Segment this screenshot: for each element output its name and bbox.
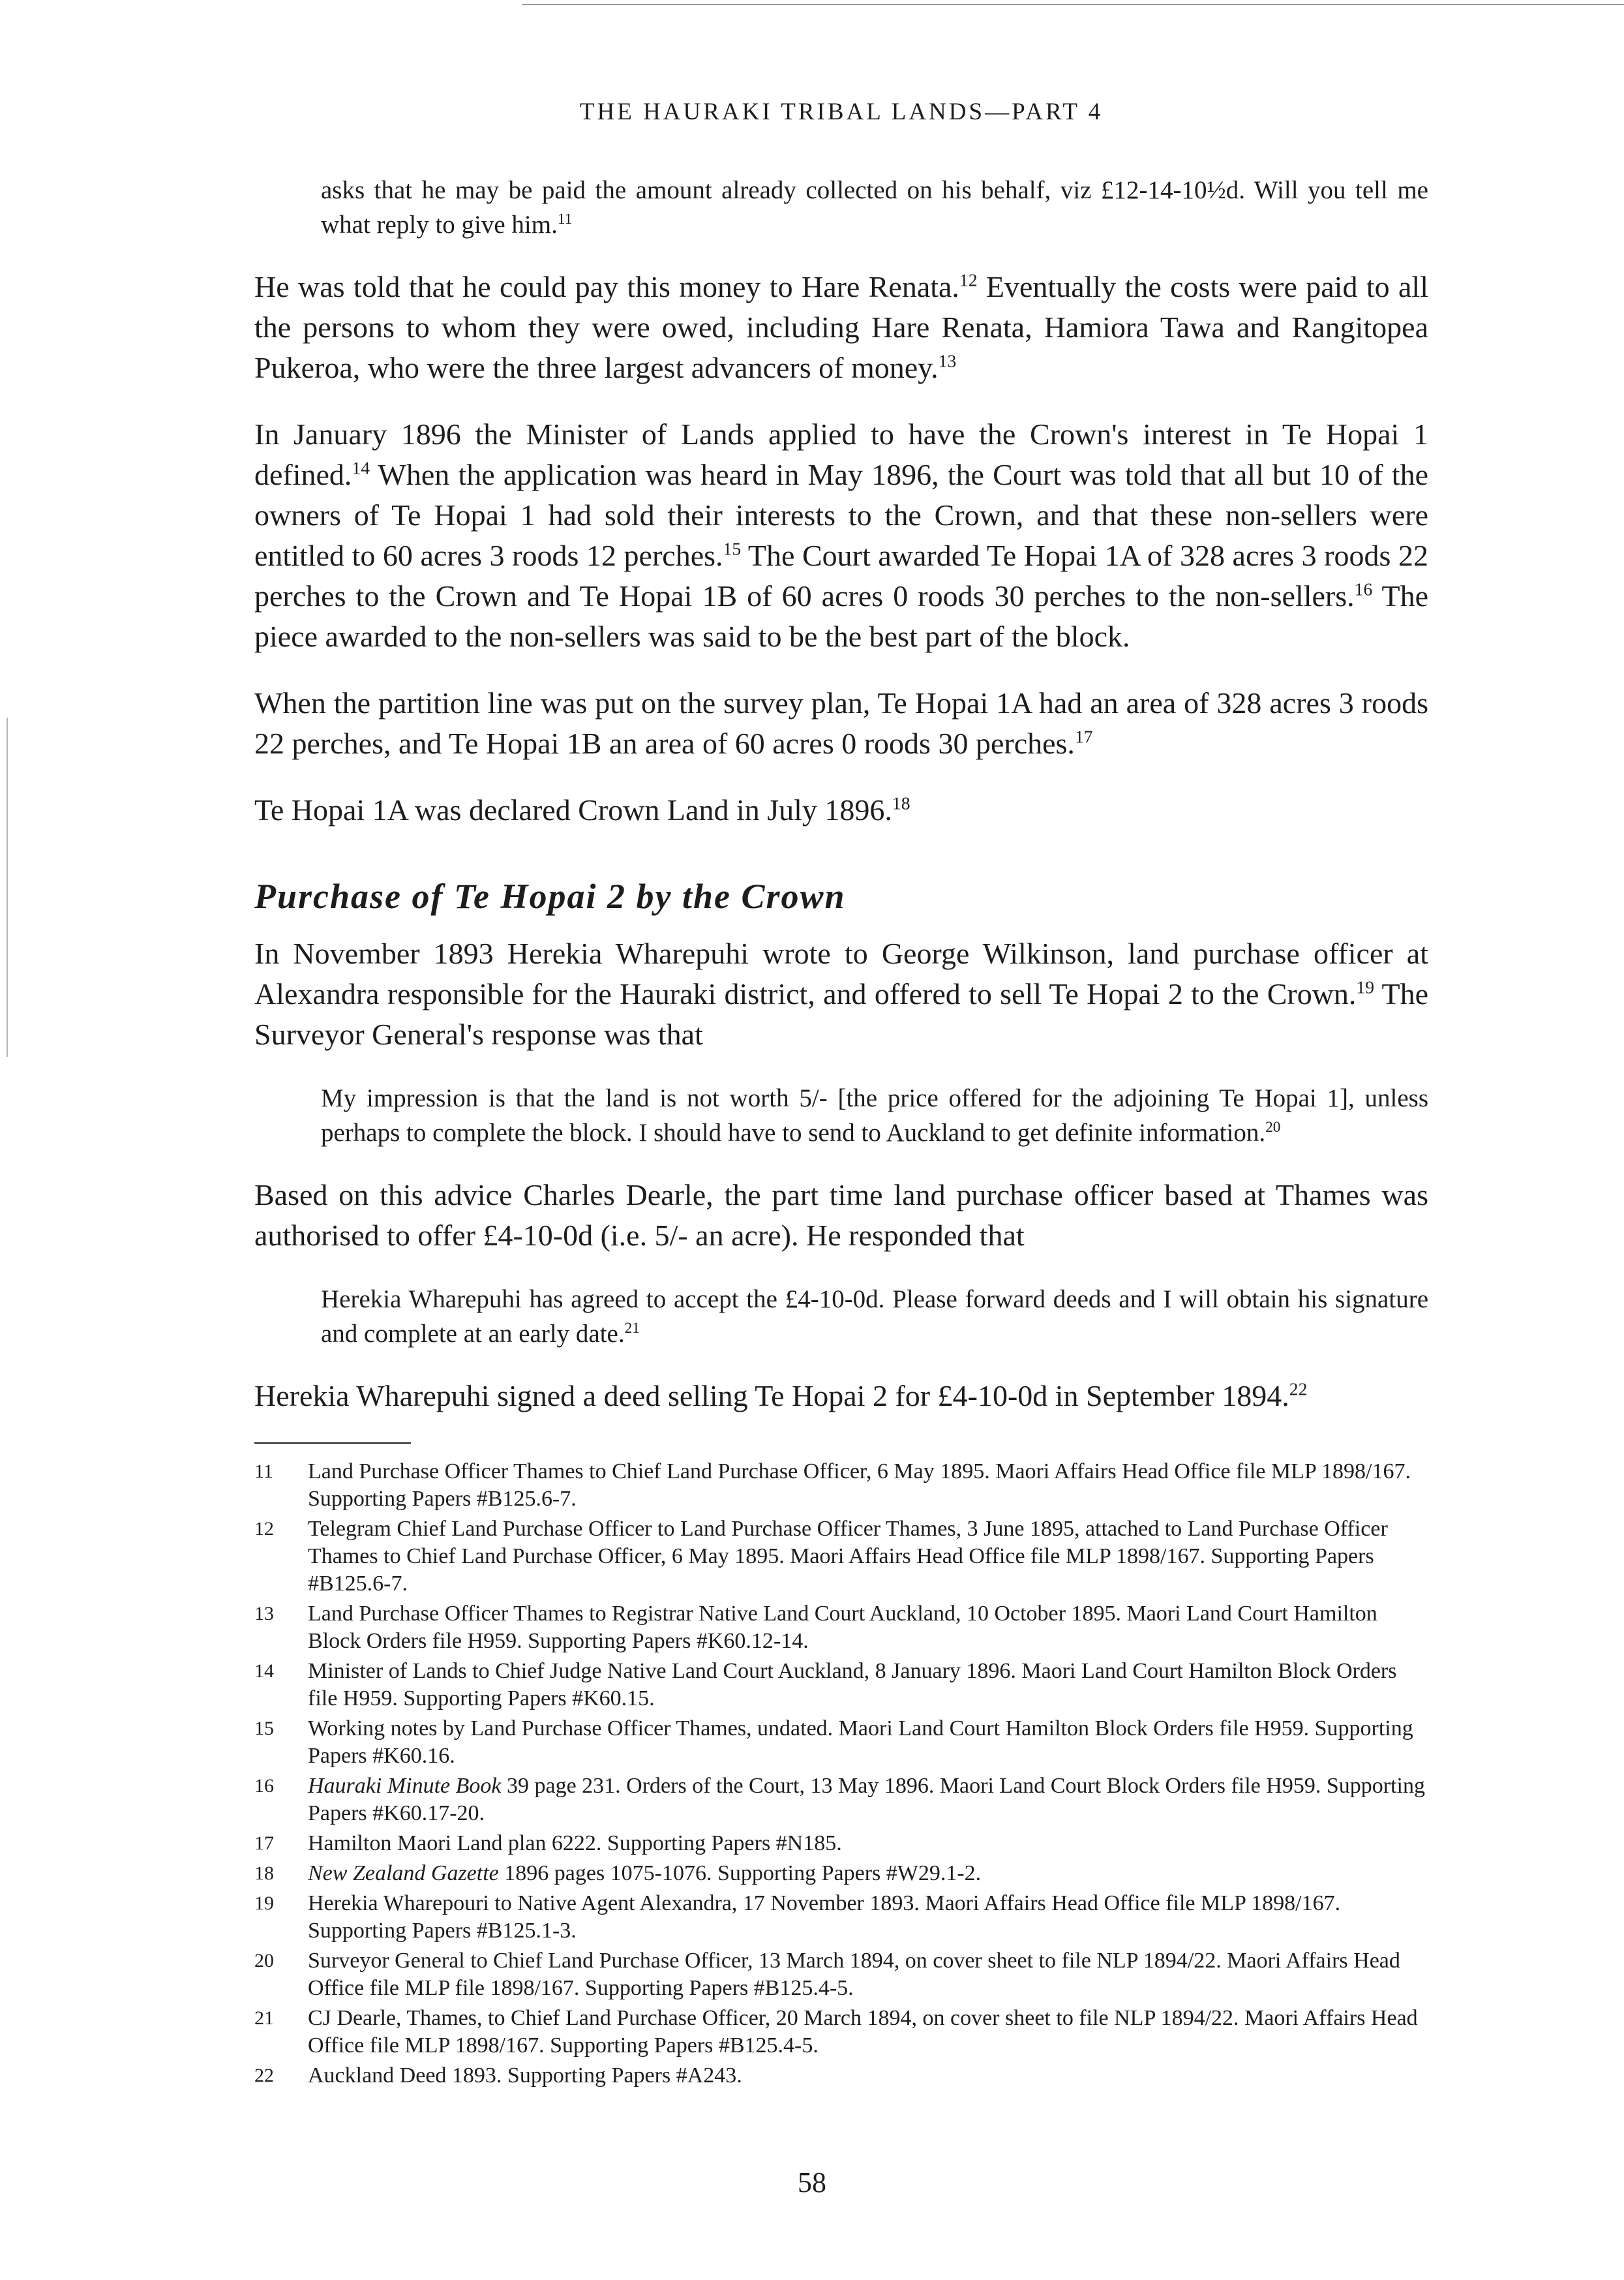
page-number: 58 [798,2166,826,2198]
footnote-number: 14 [254,1660,274,1682]
footnote-text: Minister of Lands to Chief Judge Native Land Court Auckland, 8 January 1896. Maori Land Court Hamilton Block Orders file H959. Supporting Papers #K60.15. [308,1659,1397,1710]
footnote-text: Working notes by Land Purchase Officer Thames, undated. Maori Land Court Hamilton Block Orders file H959. Supporting Papers #K60.16. [308,1716,1413,1768]
footnote [254,1947,1428,2002]
scan-edge-line [522,4,1624,5]
footnote-list [254,1458,1428,2090]
footnote-ref: 21 [624,1320,640,1337]
footnote-ref: 18 [892,793,910,813]
footnote-separator [254,1442,411,1444]
footnote [254,1715,1428,1770]
footnote [254,2005,1428,2060]
footnote-ref: 14 [352,457,370,478]
footnote [254,1600,1428,1655]
footnote [254,2062,1428,2090]
footnote [254,1658,1428,1712]
footnote-ref: 19 [1356,977,1375,997]
footnote-text: Land Purchase Officer Thames to Chief Land Purchase Officer, 6 May 1895. Maori Affairs Head Office file MLP 1898/167. Supporting Papers #B125.6-7. [308,1459,1411,1511]
footnote-ref: 13 [938,350,957,371]
footnote-text: Land Purchase Officer Thames to Registrar Native Land Court Auckland, 10 October 1895. Maori Land Court Hamilton Block Orders file H959. Supporting Papers #K60.12-14. [308,1602,1377,1653]
section-heading: Purchase of Te Hopai 2 by the Crown [254,877,846,916]
footnote [254,1890,1428,1945]
paragraph: In January 1896 the Minister of Lands applied to have the Crown's interest in Te Hopai 1 defined.$^{14}$ When the application was heard in May 1896, the Court was told that all but 10 of the owners of Te Hopai 1 had sold their interests to the Crown, and that these non-sellers were entitled to 60 acres 3 roods 12 perches.$^{15}$ The Court awarded Te Hopai 1A of 328 acres 3 roods 22 perches to the Crown and Te Hopai 1B of 60 acres 0 roods 30 perches to the non-sellers.$^{16}$ The piece awarded to the non-sellers was said to be the best part of the block. [254,418,1429,653]
footnote-italic-title: New Zealand Gazette [308,1861,499,1885]
footnote-number: 21 [254,2007,274,2029]
footnote-italic-title: Hauraki Minute Book [308,1774,502,1798]
footnote-number: 22 [254,2065,274,2086]
footnote-number: 16 [254,1775,274,1797]
footnote [254,1860,1428,1887]
running-head: THE HAURAKI TRIBAL LANDS—PART 4 [579,99,1104,125]
footnote-ref: 20 [1265,1119,1281,1136]
block-quote: My impression is that the land is not worth 5/- [the price offered for the adjoining Te Hopai 1], unless perhaps to complete the block. I should have to send to Auckland to get definite information.$^{20}$ [321,1084,1428,1147]
block-quote: asks that he may be paid the amount already collected on his behalf, viz £12-14-10½d. Will you tell me what reply to give him.$^{11}$ [321,176,1428,239]
footnote [254,1830,1428,1857]
footnote [254,1772,1428,1827]
footnote-ref: 15 [723,538,742,559]
footnote-text: Telegram Chief Land Purchase Officer to Land Purchase Officer Thames, 3 June 1895, attached to Land Purchase Officer Thames to Chief Land Purchase Officer, 6 May 1895. Maori Affairs Head Office file MLP 1898/167. Supporting Papers #B125.6-7. [308,1517,1388,1596]
footnote-number: 11 [254,1461,273,1482]
footnote-text: Hauraki Minute Book 39 page 231. Orders of the Court, 13 May 1896. Maori Land Court Block Orders file H959. Supporting Papers #K60.17-20. [308,1774,1425,1825]
footnote-number: 17 [254,1832,274,1854]
footnote-ref: 11 [557,211,573,228]
footnote [254,1458,1428,1513]
footnote-number: 13 [254,1603,274,1624]
paragraph: Te Hopai 1A was declared Crown Land in July 1896.18 [254,793,910,827]
paragraph: Herekia Wharepuhi signed a deed selling Te Hopai 2 for £4-10-0d in September 1894.22 [254,1378,1308,1412]
footnote-text: Hamilton Maori Land plan 6222. Supporting Papers #N185. [308,1831,842,1855]
footnote-text: Herekia Wharepouri to Native Agent Alexandra, 17 November 1893. Maori Affairs Head Office file MLP 1898/167. Supporting Papers #B125.1-3. [308,1891,1341,1943]
footnote-ref: 12 [959,269,978,290]
footnote-ref: 16 [1354,579,1373,600]
footnote-number: 19 [254,1892,274,1914]
footnote-ref: 17 [1074,726,1093,747]
paragraph: Based on this advice Charles Dearle, the part time land purchase officer based at Thames was authorised to offer £4-10-0d (i.e. 5/- an acre). He responded that [254,1178,1428,1252]
footnote-number: 20 [254,1950,274,1971]
footnote-number: 15 [254,1718,274,1739]
footnote-number: 12 [254,1518,274,1540]
footnote-text: Auckland Deed 1893. Supporting Papers #A243. [308,2063,742,2088]
footnote [254,1515,1428,1598]
paragraph: In November 1893 Herekia Wharepuhi wrote to George Wilkinson, land purchase officer at Alexandra responsible for the Hauraki district, and offered to sell Te Hopai 2 to the Crown.$^{19}$ The Surveyor General's response was that [254,937,1428,1051]
footnote-text: CJ Dearle, Thames, to Chief Land Purchase Officer, 20 March 1894, on cover sheet to file NLP 1894/22. Maori Affairs Head Office file MLP 1898/167. Supporting Papers #B125.4-5. [308,2006,1418,2058]
footnote-text: Surveyor General to Chief Land Purchase Officer, 13 March 1894, on cover sheet to file NLP 1894/22. Maori Affairs Head Office file MLP file 1898/167. Supporting Papers #B125.4-5. [308,1949,1400,2000]
paragraph: When the partition line was put on the survey plan, Te Hopai 1A had an area of 328 acres 3 roods 22 perches, and Te Hopai 1B an area of 60 acres 0 roods 30 perches.$^{17}$ [254,686,1428,760]
footnote-number: 18 [254,1862,274,1884]
scan-margin-line [7,718,8,1057]
document-page [254,98,1428,2092]
footnote-ref: 22 [1289,1378,1308,1399]
block-quote: Herekia Wharepuhi has agreed to accept the £4-10-0d. Please forward deeds and I will obtain his signature and complete at an early date.$^{21}$ [321,1285,1428,1348]
paragraph: He was told that he could pay this money to Hare Renata.$^{12}$ Eventually the costs were paid to all the persons to whom they were owed, including Hare Renata, Hamiora Tawa and Rangitopea Pukeroa, who were the three largest advancers of money.$^{13}$ [254,269,1428,384]
footnote-text: New Zealand Gazette 1896 pages 1075-1076. Supporting Papers #W29.1-2. [308,1861,982,1885]
